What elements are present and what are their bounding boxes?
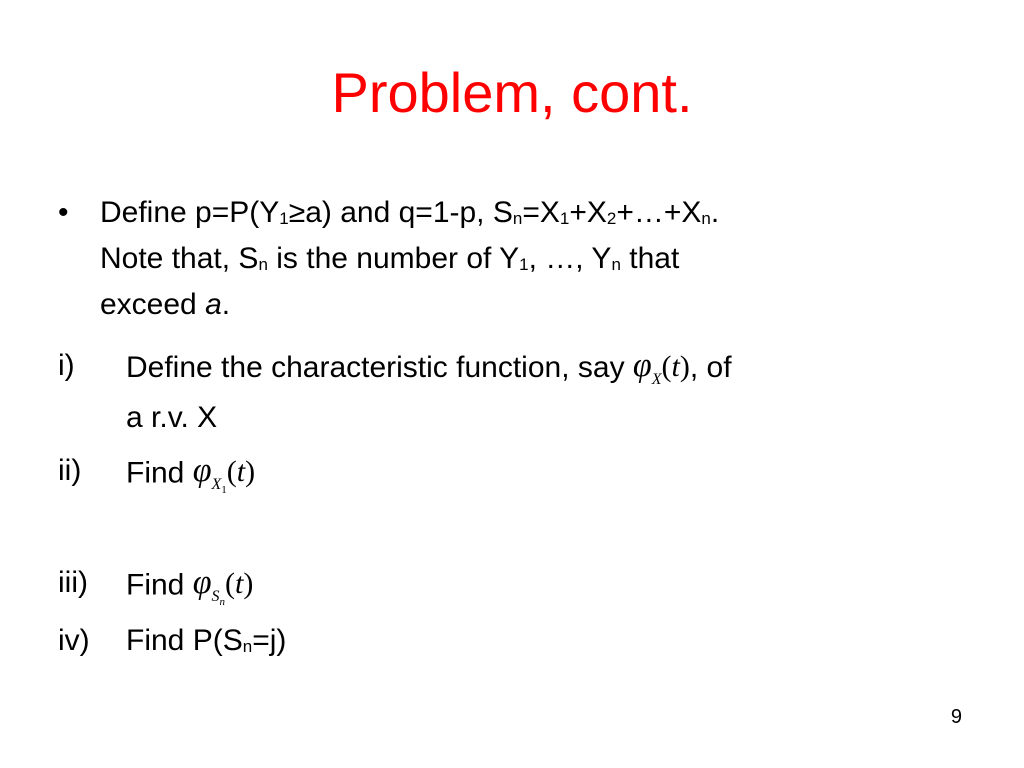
text-run: , of: [689, 350, 732, 384]
text-run: +…+X: [616, 196, 702, 229]
math-argument: t: [236, 455, 246, 488]
math-argument: t: [235, 567, 244, 600]
item-marker-ii: ii): [58, 454, 82, 487]
page-number: 9: [950, 706, 962, 728]
text-run: Define the characteristic function, say: [126, 350, 633, 384]
close-paren: ): [243, 567, 254, 600]
math-subscript: [211, 588, 226, 608]
subscript: 2: [606, 209, 617, 228]
phi-x-formula: [633, 343, 690, 395]
phi-symbol: φ: [192, 564, 212, 601]
bullet-paragraph: [100, 190, 980, 328]
close-paren: ): [245, 455, 256, 488]
subscript: 1: [519, 255, 529, 274]
phi-symbol: φ: [632, 347, 652, 384]
text-run: Define p=P(Y: [100, 196, 280, 229]
math-argument: t: [671, 350, 680, 383]
text-run: , …, Y: [528, 242, 612, 275]
math-sub-subscript: n: [219, 596, 226, 608]
math-subscript: [211, 476, 227, 496]
text-run: .: [710, 196, 720, 229]
text-run: exceed: [100, 288, 206, 321]
item-iv-text: [126, 618, 286, 664]
subscript: 1: [279, 209, 289, 228]
bullet-line-2: [100, 236, 980, 282]
slide-title: Problem, cont.: [331, 61, 693, 124]
bullet-line-3: [100, 282, 980, 328]
item-marker-iv: iv): [58, 624, 90, 657]
subscript: n: [242, 637, 253, 656]
text-run: Find: [126, 456, 193, 490]
text-run: Find P(S: [126, 624, 243, 657]
math-sub-subscript: 1: [221, 484, 227, 496]
text-run: =X: [522, 196, 560, 229]
text-run: .: [221, 288, 231, 321]
subscript: n: [512, 209, 523, 228]
subscript: 1: [559, 209, 570, 228]
math-subscript: X: [651, 371, 662, 388]
text-run: Note that, S: [100, 242, 259, 275]
close-paren: ): [679, 350, 690, 383]
phi-x1-formula: [193, 448, 255, 501]
text-run: Find: [126, 568, 193, 602]
bullet-line-1: [100, 190, 980, 236]
text-run: ≥a) and q=1-p, S: [288, 196, 513, 229]
subscript: n: [611, 255, 621, 274]
bullet-symbol: •: [58, 196, 69, 229]
item-marker-i: i): [58, 349, 75, 382]
item-iii-text: [126, 560, 253, 613]
math-subscript-letter: X: [211, 476, 222, 493]
italic-variable: a: [205, 288, 222, 321]
phi-sn-formula: [193, 560, 254, 613]
item-ii-text: [126, 448, 255, 501]
open-paren: (: [225, 567, 236, 600]
text-run: +X: [569, 196, 607, 229]
item-i-line-2: a r.v. X: [126, 401, 218, 434]
text-run: is the number of Y: [267, 242, 520, 275]
open-paren: (: [661, 350, 672, 383]
text-run: =j): [252, 624, 287, 657]
math-subscript-letter: S: [211, 588, 220, 605]
subscript: n: [701, 209, 711, 228]
item-marker-iii: iii): [58, 566, 88, 599]
phi-symbol: φ: [192, 452, 212, 489]
item-i-text: [126, 343, 986, 441]
text-run: that: [620, 242, 680, 275]
item-i-line-1: [126, 343, 986, 395]
open-paren: (: [226, 455, 237, 488]
subscript: n: [258, 255, 268, 274]
